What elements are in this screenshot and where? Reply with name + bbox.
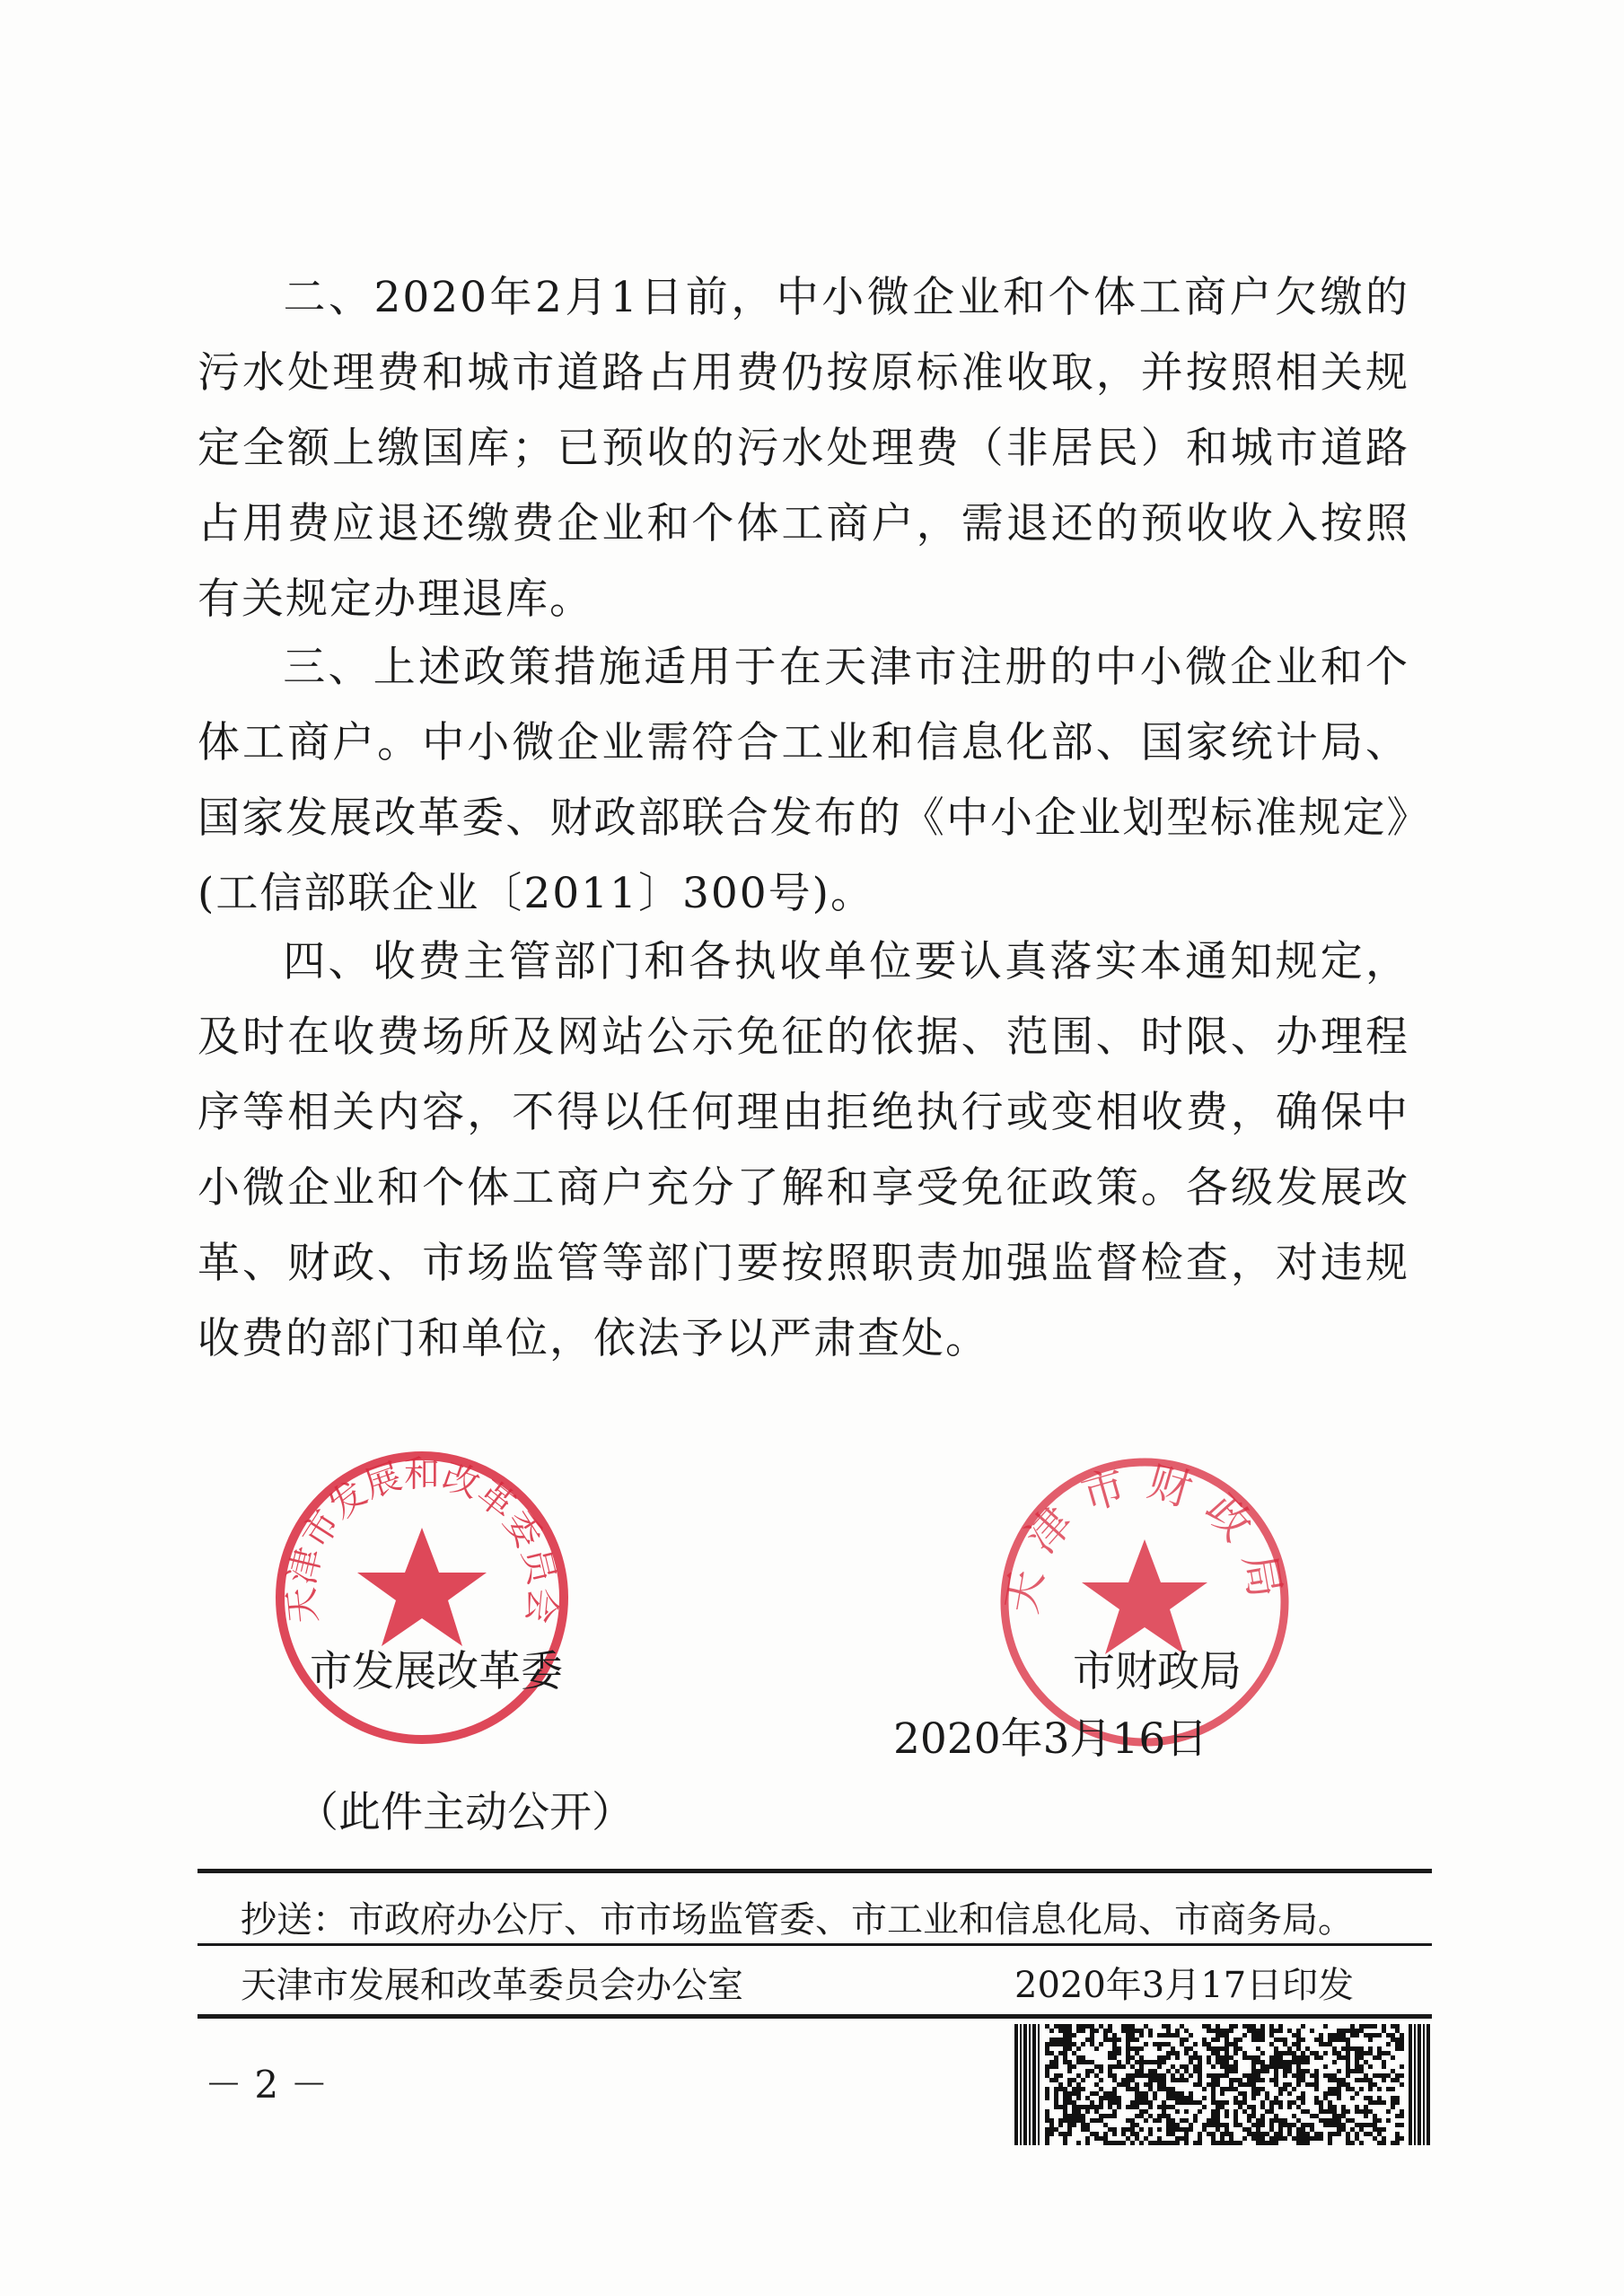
cc-list: 抄送：市政府办公厅、市市场监管委、市工业和信息化局、市商务局。: [241, 1899, 1354, 1941]
footer-rule-middle: [198, 1943, 1432, 1946]
disclosure-note: （此件主动公开）: [296, 1788, 634, 1837]
signature-right: 市财政局: [1073, 1647, 1242, 1696]
page-number: － 2 －: [205, 2063, 329, 2107]
signature-date: 2020年3月16日: [893, 1714, 1208, 1764]
paragraph-2: [198, 260, 1409, 637]
paragraph-3: [198, 630, 1409, 932]
paragraph-3-text: 三、上述政策措施适用于在天津市注册的中小微企业和个体工商户。中小微企业需符合工业和信息化部、国家统计局、国家发展改革委、财政部联合发布的《中小企业划型标准规定》(工信部联企业〔2011〕300号)。: [198, 643, 1409, 918]
paragraph-4: [198, 925, 1409, 1377]
footer-rule-top: [198, 1869, 1432, 1873]
svg-text:天津市发展和改革委员会: 天津市发展和改革委员会: [280, 1453, 564, 1626]
barcode-icon: [1014, 2024, 1432, 2145]
signature-left: 市发展改革委: [310, 1647, 563, 1696]
paragraph-4-text: 四、收费主管部门和各执收单位要认真落实本通知规定，及时在收费场所及网站公示免征的依据、范围、时限、办理程序等相关内容，不得以任何理由拒绝执行或变相收费，确保中小微企业和个体工商户充分了解和享受免征政策。各级发展改革、财政、市场监管等部门要按照职责加强监督检查，对违规收费的部门和单位，依法予以严肃查处。: [198, 937, 1409, 1363]
paragraph-2-text: 二、2020年2月1日前，中小微企业和个体工商户欠缴的污水处理费和城市道路占用费仍按原标准收取，并按照相关规定全额上缴国库；已预收的污水处理费（非居民）和城市道路占用费应退还缴费企业和个体工商户，需退还的预收收入按照有关规定办理退库。: [198, 273, 1409, 624]
issuer-office: 天津市发展和改革委员会办公室: [241, 1965, 743, 2006]
footer-rule-bottom: [198, 2014, 1432, 2019]
print-date: 2020年3月17日印发: [1014, 1965, 1355, 2006]
seal-development-reform-commission: [269, 1445, 575, 1750]
svg-text:天津市财政局: 天津市财政局: [997, 1458, 1292, 1617]
